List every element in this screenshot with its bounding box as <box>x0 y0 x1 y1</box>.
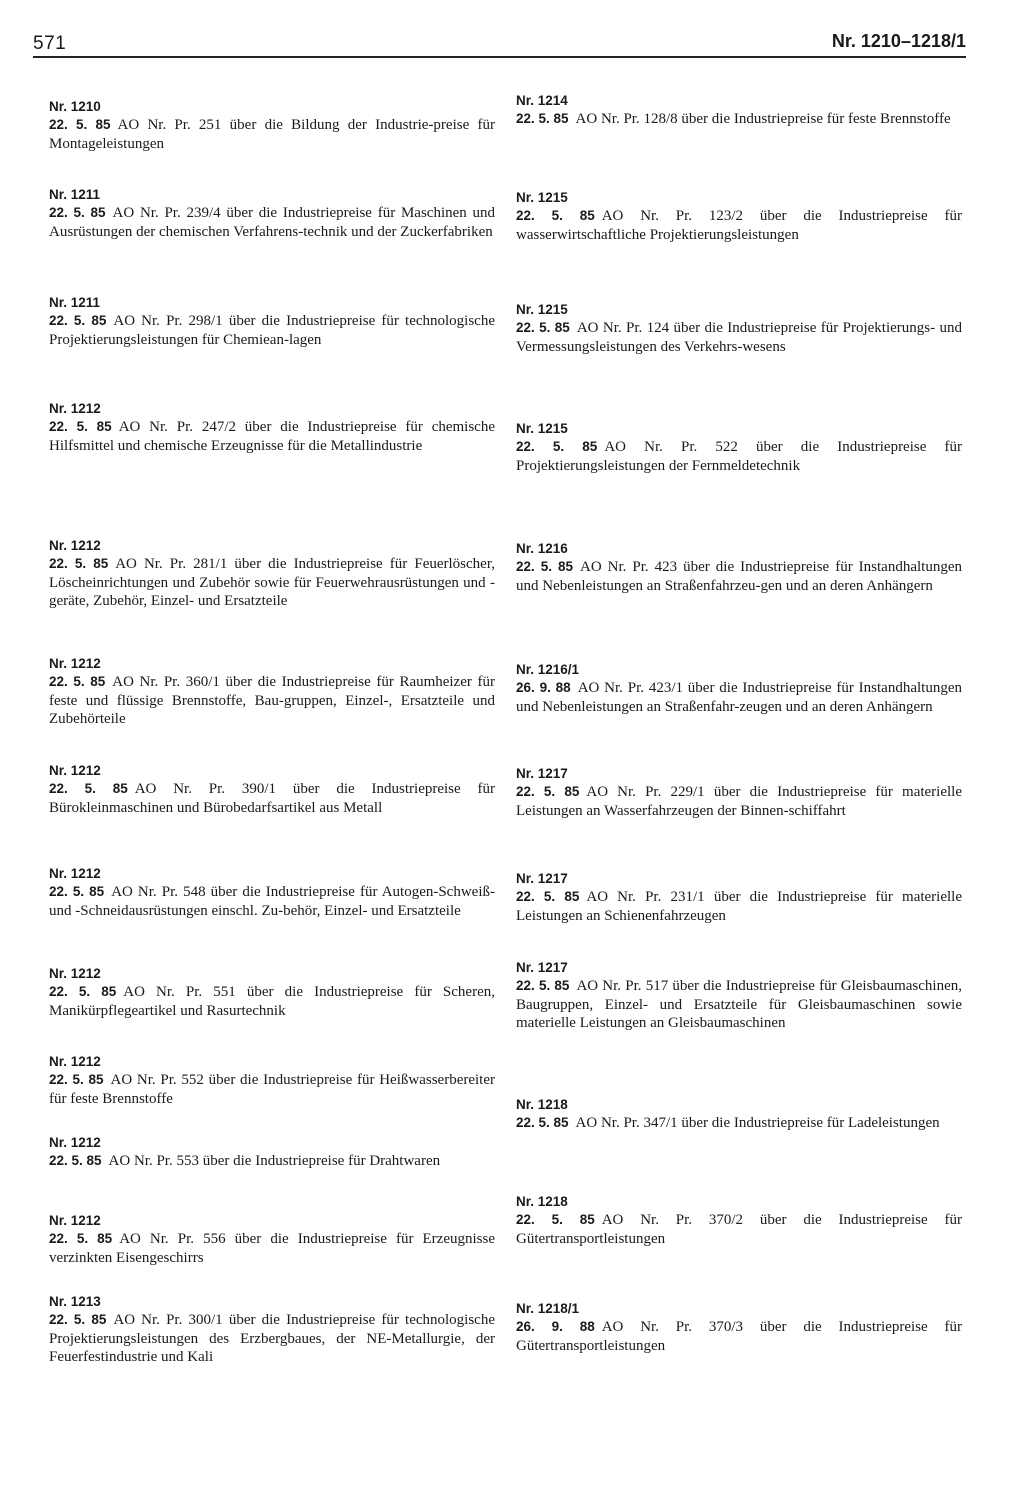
entry-text <box>49 780 495 817</box>
entry-number: Nr. 1215 <box>516 190 568 205</box>
entry-date: 22. 5. 85 <box>516 1212 595 1227</box>
entry-description: AO Nr. Pr. 551 über die Industriepreise für Scheren, Manikürpflegeartikel und Rasurtechnik <box>49 984 495 1019</box>
entry-description: AO Nr. Pr. 370/3 über die Industriepreise für Gütertransportleistungen <box>516 1319 962 1354</box>
right-entry-11 <box>516 1193 962 1248</box>
entry-number: Nr. 1214 <box>516 93 568 108</box>
entry-date: 22. 5. 85 <box>49 884 105 899</box>
entry-date: 22. 5. 85 <box>49 1312 107 1327</box>
entry-text <box>49 673 495 729</box>
entry-date: 22. 5. 85 <box>49 313 107 328</box>
entry-text <box>49 1152 495 1171</box>
entry-date: 22. 5. 85 <box>49 205 106 220</box>
entry-number: Nr. 1212 <box>49 1135 101 1150</box>
left-entry-5 <box>49 537 495 611</box>
entry-date: 22. 5. 85 <box>49 419 112 434</box>
entry-description: AO Nr. Pr. 247/2 über die Industriepreise für chemische Hilfsmittel und chemische Erzeugnisse für die Metallindustrie <box>49 419 495 454</box>
entry-date: 22. 5. 85 <box>516 559 574 574</box>
entry-date: 22. 5. 85 <box>516 439 598 454</box>
running-head: Nr. 1210–1218/1 <box>831 31 966 51</box>
left-entry-9 <box>49 965 495 1020</box>
entry-number: Nr. 1218/1 <box>516 1301 580 1316</box>
right-entry-5 <box>516 540 962 595</box>
entry-number: Nr. 1217 <box>516 766 568 781</box>
entry-description: AO Nr. Pr. 522 über die Industriepreise für Projektierungsleistungen der Fernmeldetechnik <box>516 439 963 474</box>
right-entry-6 <box>516 661 962 716</box>
entry-number: Nr. 1212 <box>49 1054 101 1069</box>
entry-text <box>516 558 962 595</box>
entry-text <box>516 110 962 129</box>
entry-number: Nr. 1212 <box>49 538 101 553</box>
left-entry-10 <box>49 1053 495 1108</box>
entry-text <box>49 204 495 241</box>
entry-number: Nr. 1211 <box>49 295 101 310</box>
entry-date: 22. 5. 85 <box>516 978 570 993</box>
left-entry-11 <box>49 1134 495 1171</box>
entry-text <box>516 438 962 475</box>
entry-date: 22. 5. 85 <box>49 984 117 999</box>
right-entry-2 <box>516 189 962 244</box>
entry-number: Nr. 1213 <box>49 1294 101 1309</box>
right-entry-3 <box>516 301 962 356</box>
entry-number: Nr. 1212 <box>49 763 101 778</box>
right-entry-7 <box>516 765 962 820</box>
entry-description: AO Nr. Pr. 423 über die Industriepreise für Instandhaltungen und Nebenleistungen an Straßenfahrzeu-gen und an deren Anhängern <box>516 559 962 594</box>
entry-date: 22. 5. 85 <box>516 784 580 799</box>
entry-description: AO Nr. Pr. 123/2 über die Industriepreise für wasserwirtschaftliche Projektierungsleistungen <box>516 208 962 243</box>
entry-number: Nr. 1215 <box>516 421 568 436</box>
entry-description: AO Nr. Pr. 360/1 über die Industriepreise für Raumheizer für feste und flüssige Brennstoffe, Bau-gruppen, Einzel-, Ersatzteile und Zubehörteile <box>49 674 495 728</box>
entry-description: AO Nr. Pr. 229/1 über die Industriepreise für materielle Leistungen an Wasserfahrzeugen der Binnen-schiffahrt <box>516 784 962 819</box>
entry-number: Nr. 1210 <box>49 99 101 114</box>
entry-description: AO Nr. Pr. 128/8 über die Industriepreise für feste Brennstoffe <box>575 111 951 127</box>
entry-date: 22. 5. 85 <box>516 1115 569 1130</box>
entry-text <box>516 1318 962 1355</box>
entry-text <box>49 418 495 455</box>
entry-date: 26. 9. 88 <box>516 1319 595 1334</box>
entry-number: Nr. 1211 <box>49 187 101 202</box>
entry-description: AO Nr. Pr. 423/1 über die Industriepreise für Instandhaltungen und Nebenleistungen an Straßenfahr-zeugen und an deren Anhängern <box>516 680 962 715</box>
entry-number: Nr. 1212 <box>49 656 101 671</box>
entry-date: 26. 9. 88 <box>516 680 571 695</box>
left-entry-4 <box>49 400 495 455</box>
entry-text <box>49 1230 495 1267</box>
entry-description: AO Nr. Pr. 390/1 über die Industriepreise für Bürokleinmaschinen und Bürobedarfsartikel aus Metall <box>49 781 495 816</box>
entry-date: 22. 5. 85 <box>516 889 580 904</box>
entry-description: AO Nr. Pr. 553 über die Industriepreise für Drahtwaren <box>108 1153 441 1169</box>
entry-date: 22. 5. 85 <box>516 111 569 126</box>
entry-description: AO Nr. Pr. 548 über die Industriepreise für Autogen-Schweiß- und -Schneidausrüstungen einschl. Zu-behör, Einzel- und Ersatzteile <box>49 884 495 919</box>
entry-number: Nr. 1218 <box>516 1194 568 1209</box>
entry-date: 22. 5. 85 <box>516 320 570 335</box>
right-entry-12 <box>516 1300 962 1355</box>
entry-date: 22. 5. 85 <box>49 556 109 571</box>
entry-text <box>49 1071 495 1108</box>
right-entry-10 <box>516 1096 962 1133</box>
entry-number: Nr. 1217 <box>516 960 568 975</box>
entry-number: Nr. 1216/1 <box>516 662 580 677</box>
entry-number: Nr. 1217 <box>516 871 568 886</box>
entry-description: AO Nr. Pr. 124 über die Industriepreise für Projektierungs- und Vermessungsleistungen des Verkehrs-wesens <box>516 320 963 355</box>
entry-number: Nr. 1218 <box>516 1097 568 1112</box>
entry-text <box>49 116 495 153</box>
entry-text <box>516 783 962 820</box>
entry-text <box>49 883 495 920</box>
entry-number: Nr. 1212 <box>49 866 101 881</box>
entry-description: AO Nr. Pr. 239/4 über die Industriepreise für Maschinen und Ausrüstungen der chemischen Verfahrens-technik und der Zuckerfabriken <box>49 205 496 240</box>
entry-description: AO Nr. Pr. 300/1 über die Industriepreise für technologische Projektierungsleistungen des Erzbergbaues, der NE-Metallurgie, der Feuerfestindustrie und Kali <box>49 1312 496 1366</box>
entry-text <box>516 319 962 356</box>
left-entry-6 <box>49 655 495 729</box>
entry-text <box>516 888 962 925</box>
left-entry-13 <box>49 1293 495 1367</box>
entry-description: AO Nr. Pr. 281/1 über die Industriepreise für Feuerlöscher, Löscheinrichtungen und Zubehör sowie für Feuerwehrausrüstungen und -geräte, Zubehör, Einzel- und Ersatzteile <box>49 556 495 610</box>
entry-date: 22. 5. 85 <box>49 674 106 689</box>
entry-description: AO Nr. Pr. 370/2 über die Industriepreise für Gütertransportleistungen <box>516 1212 962 1247</box>
header-rule <box>33 56 966 58</box>
left-entry-1 <box>49 98 495 153</box>
entry-text <box>516 1114 962 1133</box>
entry-number: Nr. 1215 <box>516 302 568 317</box>
entry-date: 22. 5. 85 <box>49 117 111 132</box>
left-entry-8 <box>49 865 495 920</box>
entry-number: Nr. 1216 <box>516 541 568 556</box>
right-entry-9 <box>516 959 962 1033</box>
left-entry-12 <box>49 1212 495 1267</box>
entry-description: AO Nr. Pr. 298/1 über die Industriepreise für technologische Projektierungsleistungen für Chemiean-lagen <box>49 313 496 348</box>
entry-number: Nr. 1212 <box>49 966 101 981</box>
entry-date: 22. 5. 85 <box>516 208 595 223</box>
entry-text <box>49 983 495 1020</box>
left-entry-7 <box>49 762 495 817</box>
entry-text <box>516 679 962 716</box>
entry-description: AO Nr. Pr. 347/1 über die Industriepreise für Ladeleistungen <box>575 1115 940 1131</box>
entry-description: AO Nr. Pr. 231/1 über die Industriepreise für materielle Leistungen an Schienenfahrzeugen <box>516 889 962 924</box>
right-entry-8 <box>516 870 962 925</box>
entry-number: Nr. 1212 <box>49 401 101 416</box>
entry-date: 22. 5. 85 <box>49 1153 102 1168</box>
entry-text <box>516 977 962 1033</box>
entry-text <box>49 1311 495 1367</box>
entry-description: AO Nr. Pr. 251 über die Bildung der Industrie-preise für Montageleistungen <box>49 117 495 152</box>
left-entry-2 <box>49 186 495 241</box>
entry-text <box>516 207 962 244</box>
entry-number: Nr. 1212 <box>49 1213 101 1228</box>
entry-description: AO Nr. Pr. 517 über die Industriepreise für Gleisbaumaschinen, Baugruppen, Einzel- und Ersatzteile für Gleisbaumaschinen sowie materielle Leistungen an Gleisbaumaschinen <box>516 978 962 1032</box>
entry-description: AO Nr. Pr. 552 über die Industriepreise für Heißwasserbereiter für feste Brennstoffe <box>49 1072 495 1107</box>
entry-date: 22. 5. 85 <box>49 1072 104 1087</box>
right-entry-4 <box>516 420 962 475</box>
entry-text <box>49 555 495 611</box>
entry-description: AO Nr. Pr. 556 über die Industriepreise für Erzeugnisse verzinkten Eisengeschirrs <box>49 1231 495 1266</box>
left-entry-3 <box>49 294 495 349</box>
entry-text <box>49 312 495 349</box>
page-number: 571 <box>33 33 67 54</box>
right-entry-1 <box>516 92 962 129</box>
entry-date: 22. 5. 85 <box>49 1231 113 1246</box>
entry-date: 22. 5. 85 <box>49 781 128 796</box>
entry-text <box>516 1211 962 1248</box>
